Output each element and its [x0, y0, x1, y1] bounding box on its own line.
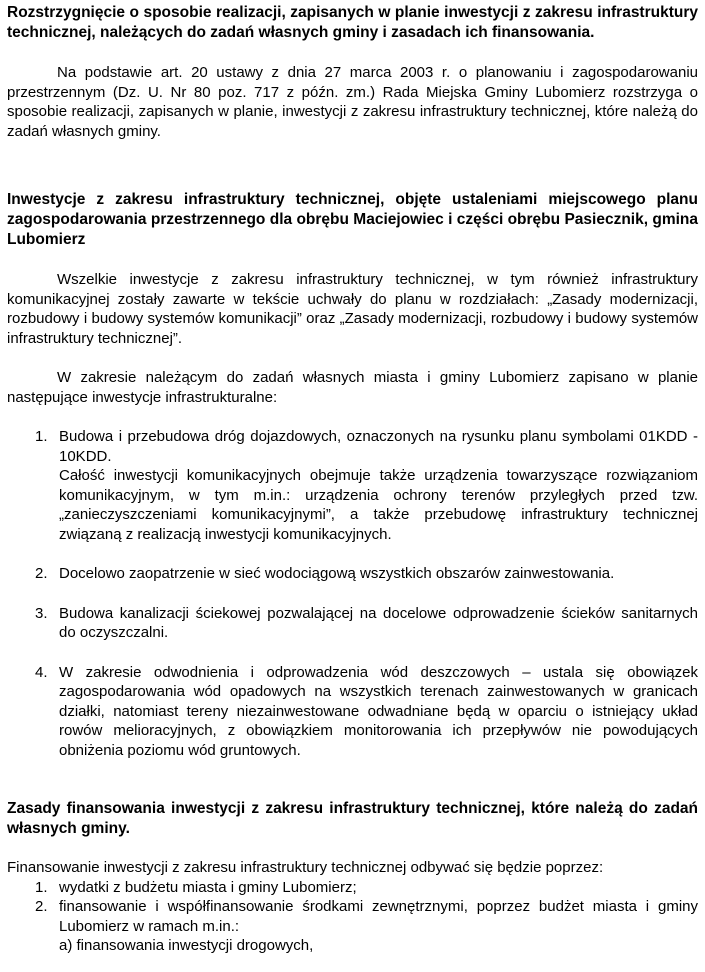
section-heading-financing: Zasady finansowania inwestycji z zakresu infrastruktury technicznej, które należą do zadań własnych gminy.	[7, 800, 698, 837]
spacer	[7, 348, 698, 368]
list-item	[7, 878, 698, 898]
list-item	[7, 604, 698, 643]
section-heading-investments: Inwestycje z zakresu infrastruktury technicznej, objęte ustaleniami miejscowego planu zagospodarowania przestrzennego dla obrębu Maciejowiec i części obrębu Pasiecznik, gmina Lubomierz	[7, 191, 698, 248]
list-item-text: wydatki z budżetu miasta i gminy Lubomierz;	[59, 878, 357, 896]
list-number: 2.	[35, 565, 48, 582]
spacer	[7, 643, 698, 663]
spacer	[7, 250, 698, 270]
list-number: 1.	[35, 428, 48, 445]
spacer	[7, 43, 698, 63]
spacer	[7, 141, 698, 190]
list-item-text: W zakresie odwodnienia i odprowadzenia wód deszczowych – ustala się obowiązek zagospodarowania wód opadowych na wszystkich terenach zainwestowanych w granicach działki, natomiast tereny niezainwestowane odwadniane będą w oparciu o istniejący układ rowów melioracyjnych, z obowiązkiem monitorowania ich przepływów nie powodujących obniżenia poziomu wód gruntowych.	[59, 663, 698, 759]
list-item-text: Docelowo zaopatrzenie w sieć wodociągową wszystkich obszarów zainwestowania.	[59, 565, 615, 582]
list-item	[7, 427, 698, 544]
investment-list	[7, 427, 698, 760]
list-number: 4.	[35, 663, 48, 681]
spacer	[7, 839, 698, 858]
list-item	[7, 663, 698, 761]
paragraph-legal-basis: Na podstawie art. 20 ustawy z dnia 27 marca 2003 r. o planowaniu i zagospodarowaniu przestrzennym (Dz. U. Nr 80 poz. 717 z późn. zm.) Rada Miejska Gminy Lubomierz rozstrzyga o sposobie realizacji, zapisanych w planie, inwestycji z zakresu infrastruktury technicznej, które należą do zadań własnych gminy.	[7, 64, 698, 140]
list-item	[7, 897, 698, 936]
section-heading-resolution: Rozstrzygnięcie o sposobie realizacji, zapisanych w planie inwestycji z zakresu infrastruktury technicznej, należących do zadań własnych gminy i zasadach ich finansowania.	[7, 4, 698, 41]
list-subitem: a) finansowania inwestycji drogowych,	[59, 937, 314, 954]
list-number: 1.	[35, 878, 48, 896]
list-number: 2.	[35, 898, 48, 915]
paragraph-own-tasks: W zakresie należącym do zadań własnych miasta i gminy Lubomierz zapisano w planie następujące inwestycje infrastrukturalne:	[7, 369, 698, 406]
spacer	[7, 407, 698, 427]
list-item-extra: Całość inwestycji komunikacyjnych obejmuje także urządzenia towarzyszące rozwiązaniom komunikacyjnym, w tym m.in.: urządzenia ochrony terenów przyległych przed tzw. „zanieczyszczeniami komunikacyjnymi”, a także przebudowę infrastruktury technicznej związaną z realizacją inwestycji komunikacyjnych.	[59, 467, 698, 543]
list-item-text: Budowa kanalizacji ściekowej pozwalającej na docelowe odprowadzenie ścieków sanitarnych do oczyszczalni.	[59, 604, 698, 641]
paragraph-financing-intro: Finansowanie inwestycji z zakresu infrastruktury technicznej odbywać się będzie poprzez:	[7, 859, 604, 876]
financing-list	[7, 878, 698, 956]
spacer	[7, 584, 698, 604]
paragraph-investments-scope: Wszelkie inwestycje z zakresu infrastruktury technicznej, w tym również infrastruktury komunikacyjnej zostały zawarte w tekście uchwały do planu w rozdziałach: „Zasady modernizacji, rozbudowy i budowy systemów komunikacji” oraz „Zasady modernizacji, rozbudowy i budowy systemów infrastruktury technicznej”.	[7, 271, 698, 347]
spacer	[7, 544, 698, 564]
spacer	[7, 760, 698, 799]
list-item-text: finansowanie i współfinansowanie środkami zewnętrznymi, poprzez budżet miasta i gminy Lubomierz w ramach m.in.:	[59, 898, 698, 935]
list-item-text: Budowa i przebudowa dróg dojazdowych, oznaczonych na rysunku planu symbolami 01KDD - 10KDD.	[59, 428, 698, 465]
list-number: 3.	[35, 604, 48, 622]
list-item	[7, 564, 698, 584]
document-page	[7, 3, 698, 956]
